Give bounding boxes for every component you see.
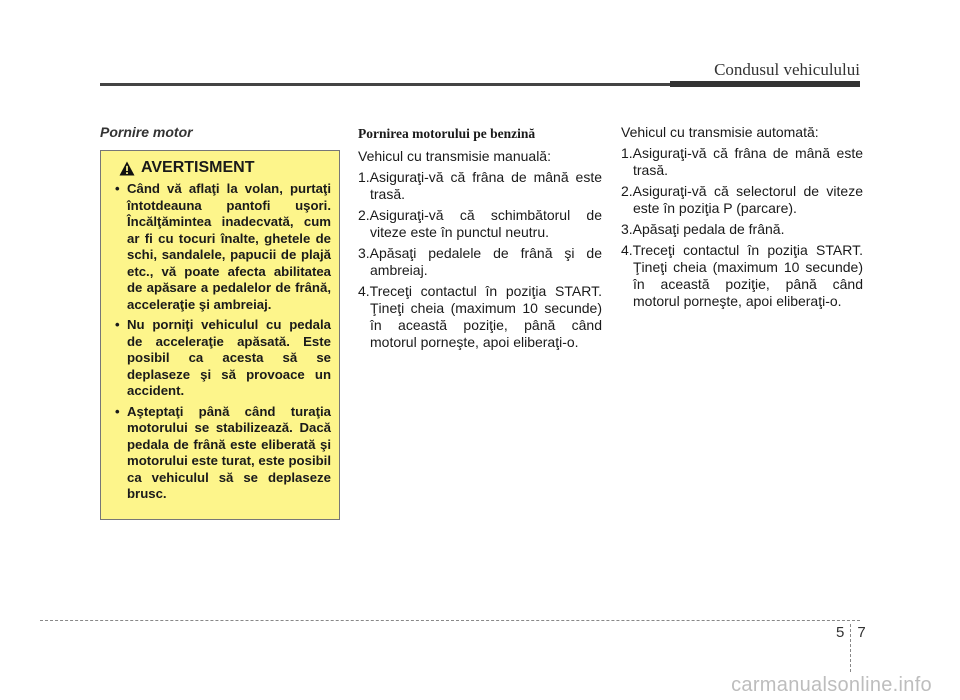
- warning-title-label: AVERTISMENT: [141, 159, 255, 176]
- chapter-number: 5: [836, 624, 845, 641]
- footer-rule: [40, 620, 860, 621]
- header-rule: [100, 83, 860, 86]
- step-item: 4.Treceţi contactul în poziţia START. Ţineţi cheia (maximum 10 secunde) în această poziţie, până când motorul porneşte, apoi eliberaţi-o.: [358, 283, 602, 350]
- transmission-subheading: Vehicul cu transmisie automată:: [621, 124, 819, 140]
- page-number: [836, 624, 866, 672]
- left-column: [100, 124, 340, 520]
- step-item: 4.Treceţi contactul în poziţia START. Ţineţi cheia (maximum 10 secunde) în această poziţie, până când motorul porneşte, apoi eliberaţi-o.: [621, 242, 863, 309]
- warning-triangle-icon: [119, 161, 135, 176]
- warning-box: [100, 150, 340, 520]
- warning-item: • Aşteptaţi până când turaţia motorului se stabilizează. Dacă pedala de frână este eliberată şi motorului este turat, este posibil ca vehiculul să se deplaseze brusc.: [109, 404, 331, 503]
- step-item: 1.Asiguraţi-vă că frâna de mână este trasă.: [621, 145, 863, 178]
- middle-column: [358, 124, 602, 355]
- page-number-separator: [850, 624, 851, 672]
- step-item: 1.Asiguraţi-vă că frâna de mână este trasă.: [358, 169, 602, 202]
- step-item: 3.Apăsaţi pedala de frână.: [621, 221, 785, 237]
- right-column: [621, 124, 863, 314]
- step-list: [621, 145, 863, 310]
- section-heading: Pornirea motorului pe benzină: [358, 126, 536, 141]
- step-item: 2.Asiguraţi-vă că selectorul de viteze este în poziţia P (parcare).: [621, 183, 863, 216]
- warning-item: • Nu porniţi vehiculul cu pedala de acceleraţie apăsată. Este posibil ca acesta să se deplaseze şi să provoace un accident.: [109, 317, 331, 400]
- watermark: carmanualsonline.info: [731, 674, 932, 696]
- warning-title: [119, 159, 331, 177]
- warning-item: • Când vă aflaţi la volan, purtaţi întotdeauna pantofi uşori. Încălţămintea inadecvată, cum ar fi cu tocuri înalte, ghetele de schi, sandalele, papucii de plajă etc., vă poate afecta abilitatea de apăsare a pedalelor de frână, acceleraţie şi ambreiaj.: [109, 181, 331, 313]
- step-item: 3.Apăsaţi pedalele de frână şi de ambreiaj.: [358, 245, 602, 278]
- step-list: [358, 169, 602, 351]
- section-heading: Pornire motor: [100, 124, 193, 140]
- step-item: 2.Asiguraţi-vă că schimbătorul de viteze este în punctul neutru.: [358, 207, 602, 240]
- page-header-title: Condusul vehiculului: [714, 60, 860, 79]
- page-number-value: 7: [857, 624, 866, 641]
- transmission-subheading: Vehicul cu transmisie manuală:: [358, 148, 551, 164]
- warning-list: [109, 181, 331, 503]
